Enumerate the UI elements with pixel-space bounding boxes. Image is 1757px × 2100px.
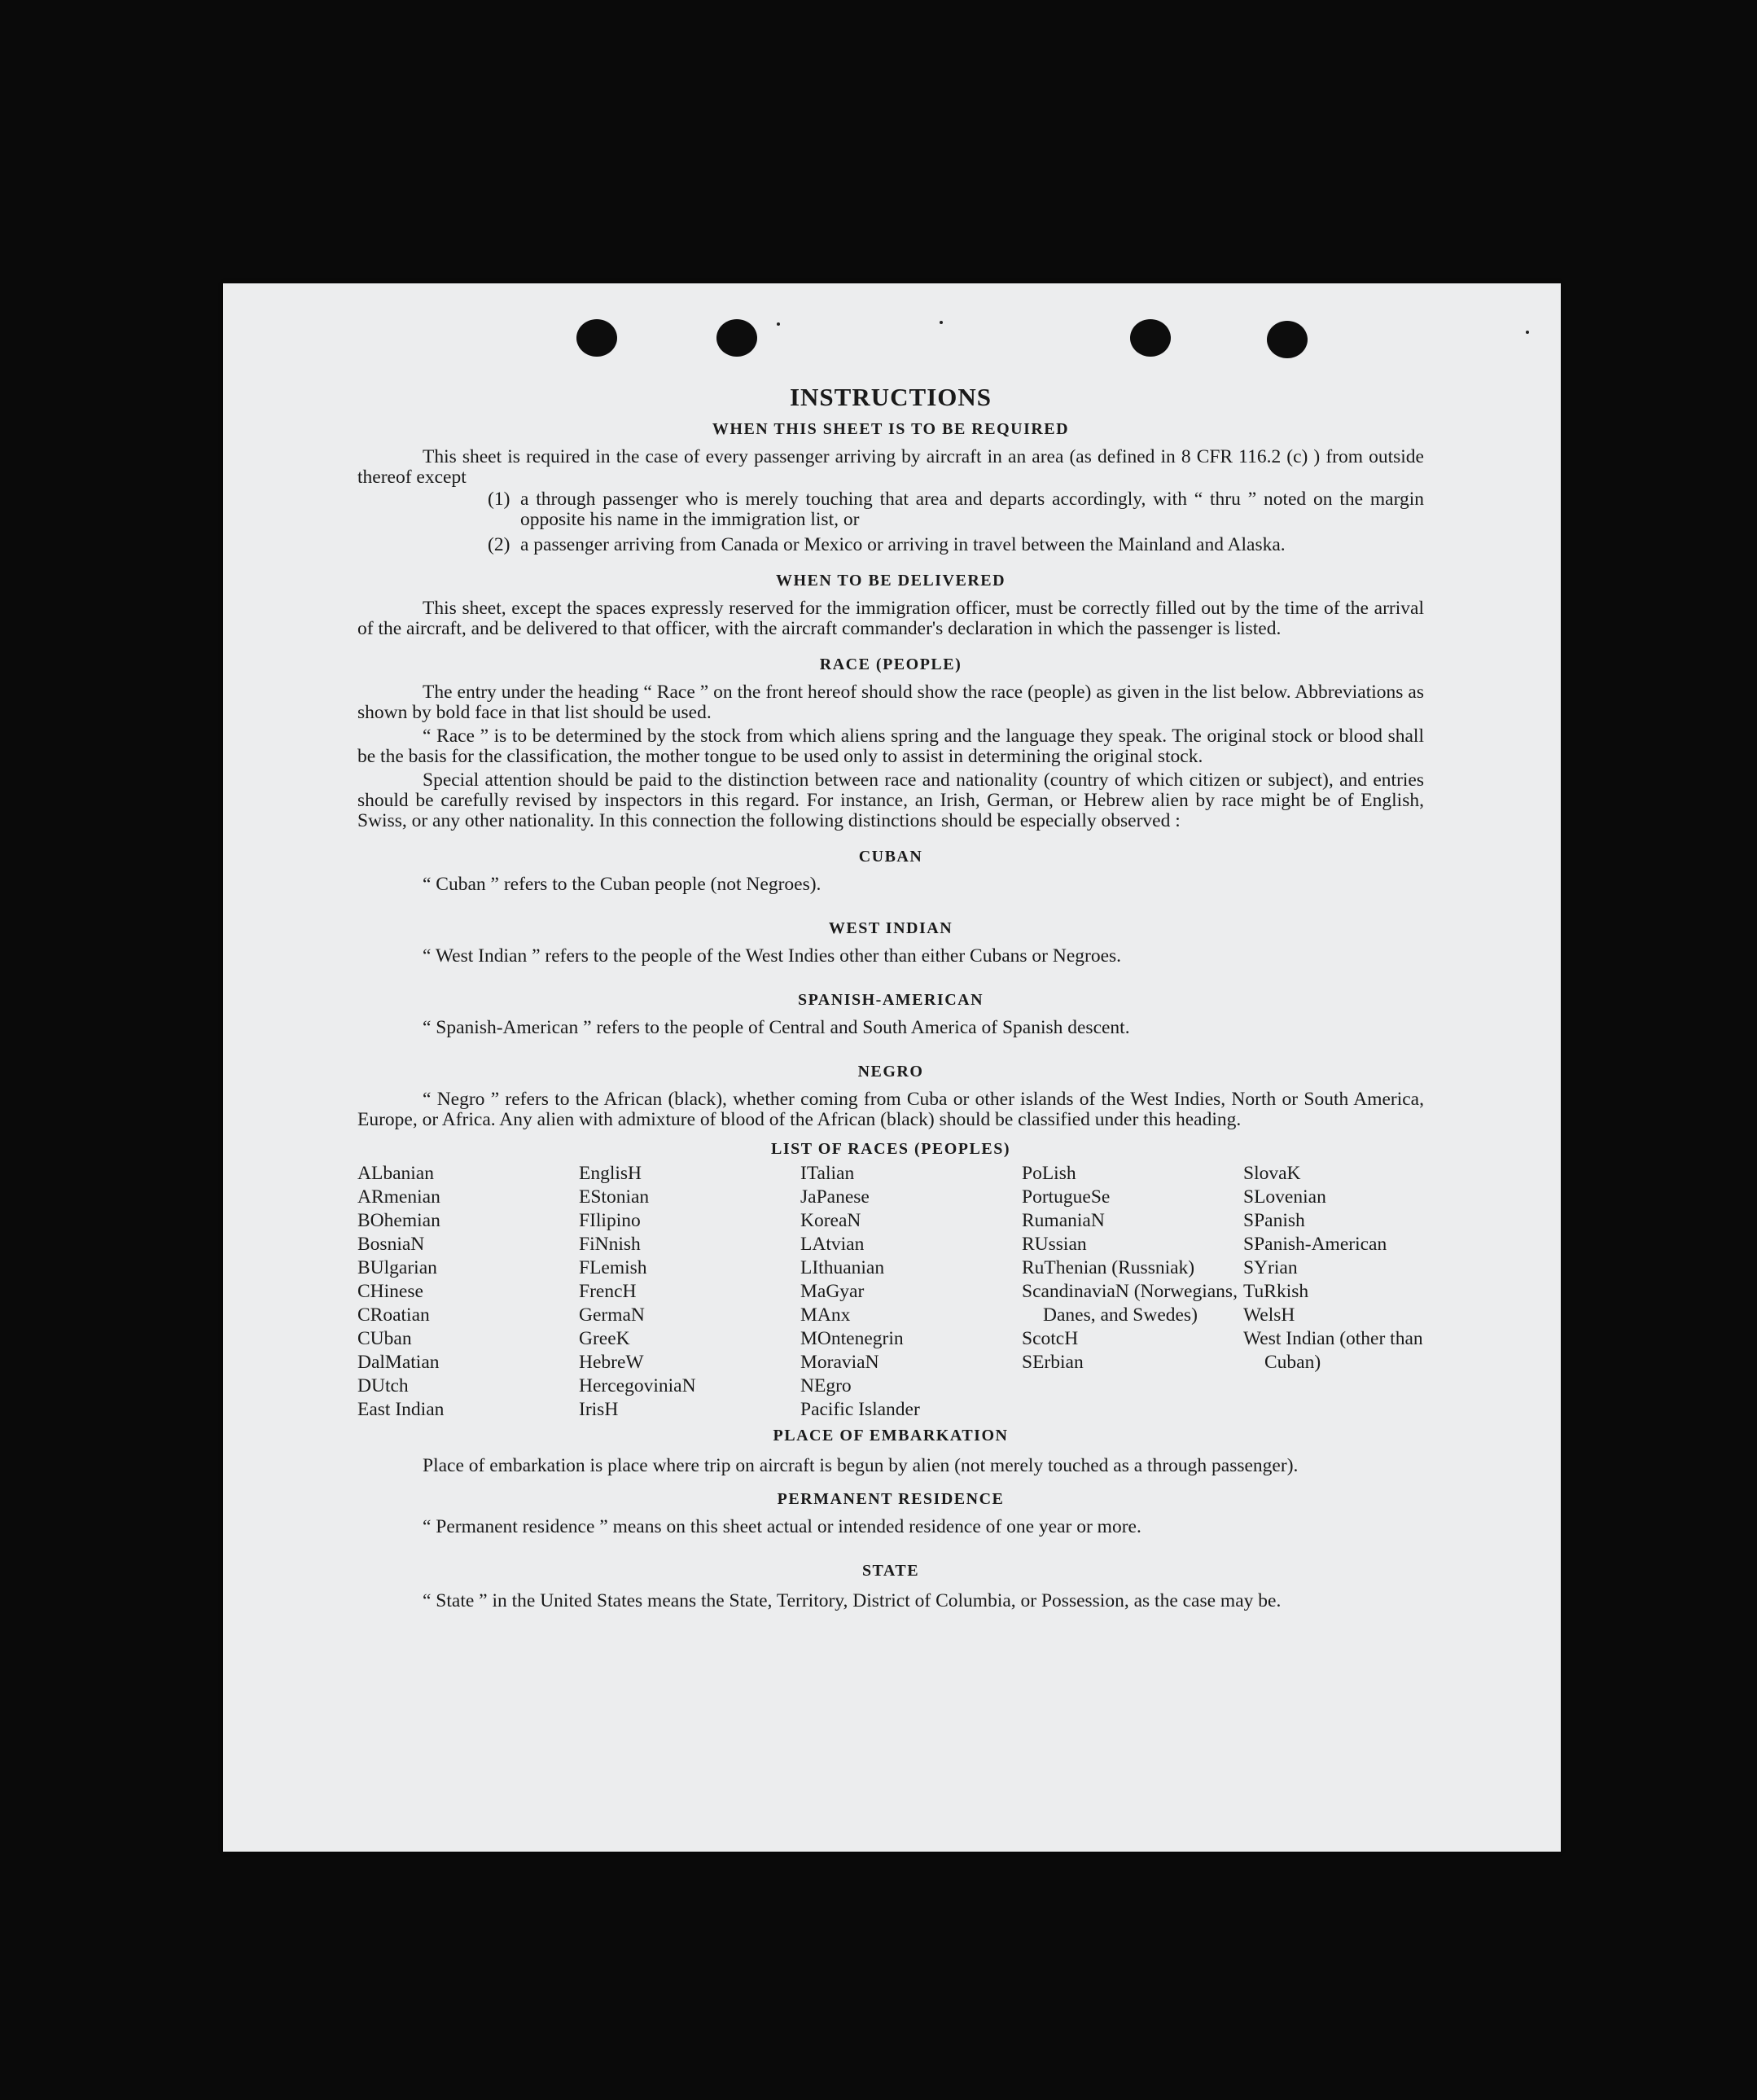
punch-hole — [1130, 319, 1171, 357]
race-entry: RuThenian (Russniak) — [1022, 1257, 1195, 1278]
race-entry: SlovaK — [1243, 1163, 1301, 1184]
race-entry: SYrian — [1243, 1257, 1298, 1278]
race-entry: GermaN — [579, 1304, 645, 1326]
race-paragraph-1: The entry under the heading “ Race ” on the front hereof should show the race (people) as given in the list below. Abbreviations as shown by bold face in that list should be used. — [357, 682, 1424, 723]
race-entry: PortugueSe — [1022, 1186, 1111, 1208]
heading-list-of-races: LIST OF RACES (PEOPLES) — [770, 1140, 1010, 1158]
race-entry: MAnx — [800, 1304, 851, 1326]
punch-hole — [716, 319, 757, 357]
race-entry: FiNnish — [579, 1234, 641, 1255]
race-entry: BOhemian — [357, 1210, 440, 1231]
heading-embarkation: PLACE OF EMBARKATION — [773, 1427, 1009, 1445]
heading-required: WHEN THIS SHEET IS TO BE REQUIRED — [712, 420, 1070, 438]
race-entry: EnglisH — [579, 1163, 642, 1184]
heading-negro: NEGRO — [857, 1063, 924, 1081]
race-entry: JaPanese — [800, 1186, 870, 1208]
race-entry: CUban — [357, 1328, 412, 1349]
punch-hole — [1267, 321, 1308, 358]
race-entry: IrisH — [579, 1399, 619, 1420]
state-text: “ State ” in the United States means the State, Territory, District of Columbia, or Possession, as the case may be. — [423, 1590, 1282, 1611]
residence-text: “ Permanent residence ” means on this sheet actual or intended residence of one year or more. — [423, 1516, 1141, 1537]
race-entry: MOntenegrin — [800, 1328, 904, 1349]
race-entry: East Indian — [357, 1399, 445, 1420]
race-entry: TuRkish — [1243, 1281, 1309, 1302]
race-entry: EStonian — [579, 1186, 650, 1208]
race-entry: SPanish — [1243, 1210, 1305, 1231]
race-entry: ITalian — [800, 1163, 855, 1184]
instructions-content — [357, 383, 1424, 1614]
race-entry: BUlgarian — [357, 1257, 437, 1278]
race-entry: SErbian — [1022, 1352, 1084, 1373]
embarkation-text: Place of embarkation is place where trip on aircraft is begun by alien (not merely touched as a through passenger). — [423, 1455, 1299, 1476]
race-entry: DalMatian — [357, 1352, 440, 1373]
races-list — [357, 1162, 1424, 1422]
race-entry: ScotcH — [1022, 1328, 1079, 1349]
race-entry: GreeK — [579, 1328, 630, 1349]
race-entry: LIthuanian — [800, 1257, 885, 1278]
race-paragraph-2: “ Race ” is to be determined by the stock from which aliens spring and the language they speak. The original stock or blood shall be the basis for the classification, the mother tongue to be used only to assist in determining the original stock. — [357, 726, 1424, 767]
race-entry: SPanish-American — [1243, 1234, 1387, 1255]
heading-residence: PERMANENT RESIDENCE — [777, 1490, 1005, 1508]
spanish-american-text: “ Spanish-American ” refers to the people of Central and South America of Spanish descent. — [423, 1017, 1130, 1038]
race-entry: CHinese — [357, 1281, 423, 1302]
heading-west-indian: WEST INDIAN — [828, 919, 953, 937]
heading-cuban: CUBAN — [858, 848, 923, 866]
race-entry: ARmenian — [357, 1186, 440, 1208]
delivered-text: This sheet, except the spaces expressly reserved for the immigration officer, must be correctly filled out by the time of the arrival of the aircraft, and be delivered to that officer, with the aircraft commander's declaration in which the passenger is listed. — [357, 598, 1424, 639]
race-entry: FLemish — [579, 1257, 647, 1278]
speck — [777, 322, 780, 326]
race-entry: NEgro — [800, 1375, 852, 1396]
race-entry: FrencH — [579, 1281, 637, 1302]
race-entry: CRoatian — [357, 1304, 430, 1326]
races-column — [1243, 1162, 1424, 1422]
item-number: (2) — [488, 534, 510, 555]
heading-spanish-american: SPANISH-AMERICAN — [797, 991, 984, 1009]
race-entry: FIlipino — [579, 1210, 641, 1231]
race-entry: MaGyar — [800, 1281, 865, 1302]
item-text: a through passenger who is merely touching that area and departs accordingly, with “ thru ” noted on the margin opposite his name in the immigration list, or — [520, 489, 1424, 530]
heading-race: RACE (PEOPLE) — [819, 655, 962, 673]
west-indian-text: “ West Indian ” refers to the people of the West Indies other than either Cubans or Negroes. — [423, 945, 1122, 967]
heading-state: STATE — [861, 1562, 920, 1580]
race-entry: ScandinaviaN (Norwegians, Danes, and Swedes) — [1022, 1281, 1238, 1326]
document-page — [223, 283, 1561, 1852]
race-entry: Pacific Islander — [800, 1399, 920, 1420]
races-column — [800, 1162, 1022, 1422]
races-column — [357, 1162, 579, 1422]
cuban-text: “ Cuban ” refers to the Cuban people (not Negroes). — [423, 874, 822, 895]
race-entry: DUtch — [357, 1375, 409, 1396]
item-text: a passenger arriving from Canada or Mexico or arriving in travel between the Mainland and Alaska. — [520, 534, 1286, 555]
list-item — [488, 535, 1424, 555]
punch-hole — [576, 319, 617, 357]
race-entry: RUssian — [1022, 1234, 1087, 1255]
race-entry: ALbanian — [357, 1163, 434, 1184]
negro-text: “ Negro ” refers to the African (black), whether coming from Cuba or other islands of the West Indies, North or South America, Europe, or Africa. Any alien with admixture of blood of the African (black) should be classified under this heading. — [357, 1089, 1424, 1130]
item-number: (1) — [488, 489, 510, 510]
speck — [940, 321, 943, 324]
race-entry: MoraviaN — [800, 1352, 879, 1373]
race-entry: West Indian (other than Cuban) — [1243, 1328, 1423, 1373]
race-entry: PoLish — [1022, 1163, 1076, 1184]
race-entry: KoreaN — [800, 1210, 861, 1231]
race-entry: HebreW — [579, 1352, 644, 1373]
race-entry: WelsH — [1243, 1304, 1295, 1326]
races-column — [579, 1162, 800, 1422]
race-entry: RumaniaN — [1022, 1210, 1105, 1231]
speck — [1526, 331, 1529, 334]
list-item — [488, 489, 1424, 530]
race-entry: SLovenian — [1243, 1186, 1326, 1208]
heading-delivered: WHEN TO BE DELIVERED — [775, 572, 1006, 590]
race-entry: HercegoviniaN — [579, 1375, 696, 1396]
page-title: INSTRUCTIONS — [789, 383, 992, 411]
race-paragraph-3: Special attention should be paid to the distinction between race and nationality (country of which citizen or subject), and entries should be carefully revised by inspectors in this regard. For instance, an Irish, German, or Hebrew alien by race might be of English, Swiss, or any other nationality. In this connection the following distinctions should be especially observed : — [357, 769, 1424, 831]
races-column — [1022, 1162, 1243, 1422]
race-entry: BosniaN — [357, 1234, 425, 1255]
required-intro: This sheet is required in the case of every passenger arriving by aircraft in an area (as defined in 8 CFR 116.2 (c) ) from outside thereof except — [357, 446, 1424, 488]
race-entry: LAtvian — [800, 1234, 865, 1255]
